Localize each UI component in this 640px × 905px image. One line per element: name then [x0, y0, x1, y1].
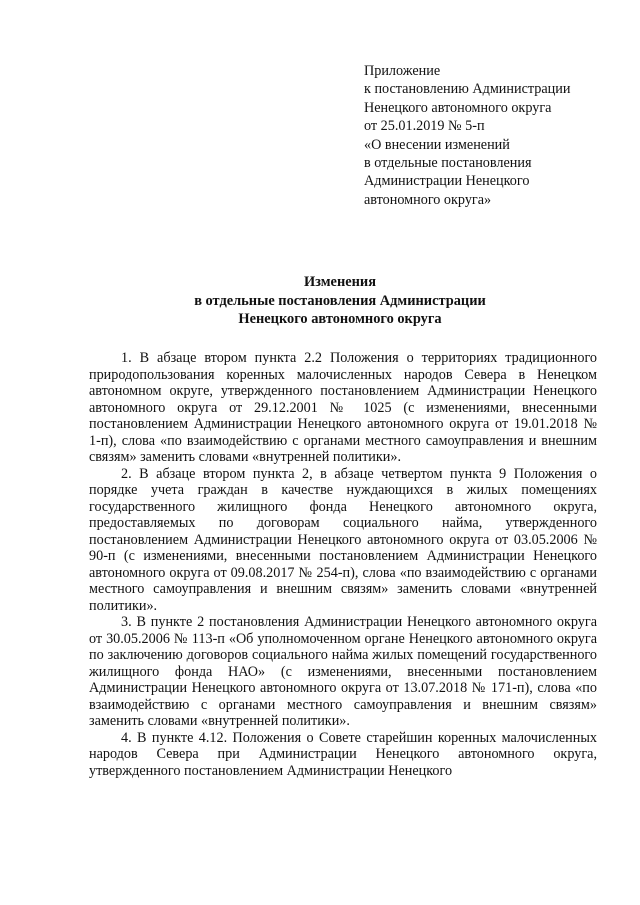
paragraph-4: 4. В пункте 4.12. Положения о Совете старейшин коренных малочисленных народов Севера при Администрации Ненецкого автономного округа, утвержденного постановлением Администрации Ненецкого — [89, 729, 597, 779]
paragraph-3: 3. В пункте 2 постановления Администрации Ненецкого автономного округа от 30.05.2006 № 113-п «Об уполномоченном органе Ненецкого автономного округа по заключению договоров социального найма жилых помещений государственного жилищного фонда НАО» (с изменениями, внесенными постановлением Администрации Ненецкого автономного округа от 13.07.2018 № 171-п), слова «по взаимодействию с органами местного самоуправления и внешним связям» заменить словами «внутренней политики». — [89, 614, 597, 729]
document-body — [89, 350, 597, 779]
appendix-line: Администрации Ненецкого — [364, 173, 530, 190]
appendix-line: Приложение — [364, 63, 441, 79]
paragraph-1: 1. В абзаце втором пункта 2.2 Положения о территориях традиционного природопользования коренных малочисленных народов Севера в Ненецком автономном округе, утвержденного постановлением Администрации Ненецкого автономного округа от 29.12.2001 № 1025 (с изменениями, внесенными постановлением Администрации Ненецкого автономного округа от 19.01.2018 № 1-п), слова «по взаимодействию с органами местного самоуправления и внешним связям» заменить словами «внутренней политики». — [89, 350, 597, 465]
title-line: Ненецкого автономного округа — [238, 311, 442, 328]
appendix-line: Ненецкого автономного округа — [364, 99, 552, 116]
appendix-header — [364, 62, 614, 209]
title-line: Изменения — [303, 274, 376, 290]
title-line: в отдельные постановления Администрации — [194, 292, 486, 309]
appendix-line: автономного округа» — [364, 191, 492, 208]
appendix-line: в отдельные постановления — [364, 155, 532, 172]
appendix-line: «О внесении изменений — [364, 136, 510, 153]
appendix-line: к постановлению Администрации — [364, 81, 571, 98]
appendix-line: от 25.01.2019 № 5-п — [364, 118, 485, 135]
document-title — [80, 273, 600, 329]
paragraph-2: 2. В абзаце втором пункта 2, в абзаце четвертом пункта 9 Положения о порядке учета граждан в качестве нуждающихся в жилых помещениях государственного жилищного фонда Ненецкого автономного округа, предоставляемых по договорам социального найма, утвержденного постановлением Администрации Ненецкого автономного округа от 03.05.2006 № 90-п (с изменениями, внесенными постановлением Администрации Ненецкого автономного округа от 09.08.2017 № 254-п), слова «по взаимодействию с органами местного самоуправления и внешним связям» заменить словами «внутренней политики». — [89, 465, 597, 614]
